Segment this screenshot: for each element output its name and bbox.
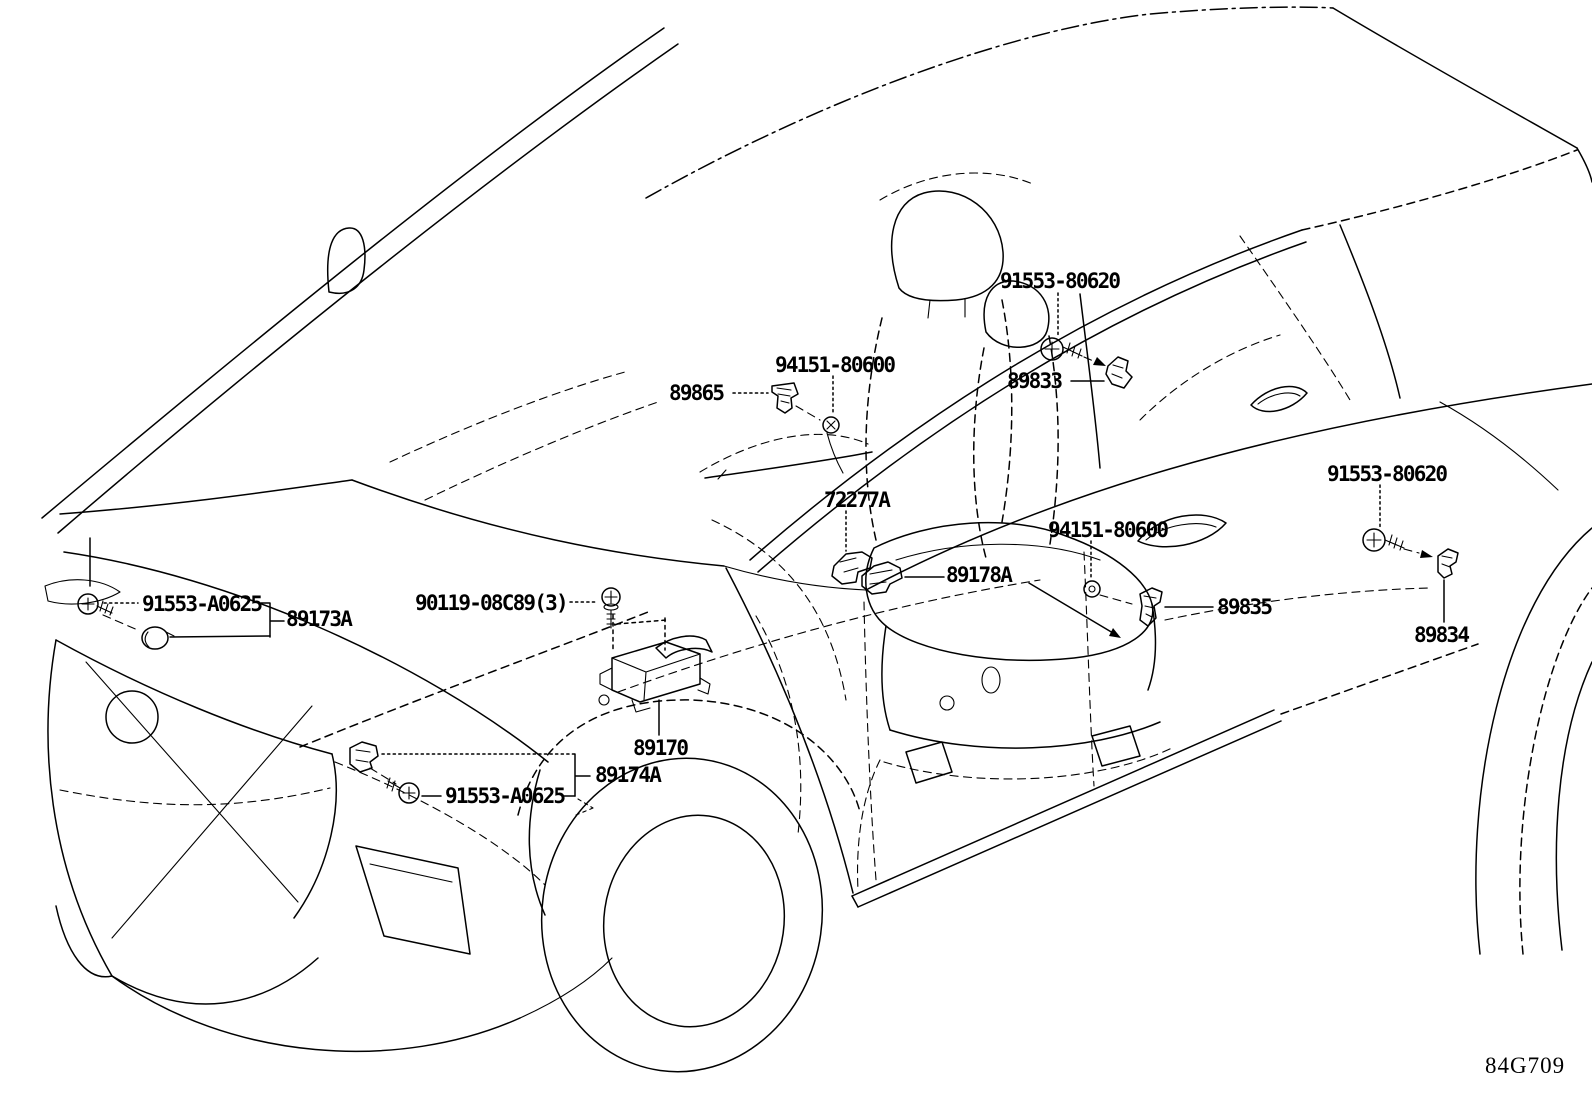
part-label-lower-sensor-89174a: 89174A [595,763,661,787]
part-label-lower-sensor-screw: 91553-A0625 [445,784,565,808]
front-grille [48,640,336,1004]
part-label-curtain-sensor-89833: 89833 [1007,369,1062,393]
vehicle-windshield-a-pillar [42,28,724,566]
part-label-front-pillar-grommet: 94151-80600 [775,353,895,377]
screw-icon-quarter [1363,529,1404,551]
rocker-panel [852,552,1478,907]
crash-sensor-icon-89174a [350,742,378,772]
screw-icon-front-upper [78,594,113,615]
rear-wheel-arch [1440,402,1592,954]
front-wheel [518,700,860,1090]
grommet-icon-center [1084,581,1100,597]
vehicle-hood-fender [45,452,872,893]
part-label-rear-sensor-89834: 89834 [1414,623,1469,647]
part-label-ecu-bolt: 90119-08C89(3) [415,591,567,615]
rear-door-handle [1251,387,1307,412]
driver-headrest [892,191,1003,301]
headlamp [45,580,120,604]
bolt-icon-ecu [602,588,620,628]
seat-lever [982,667,1000,693]
grommet-icon-front [823,417,839,433]
part-label-front-sensor-89173a: 89173A [286,607,352,631]
figure-code: 84G709 [1485,1053,1566,1078]
part-label-airbag-ecu-89170: 89170 [633,736,688,760]
part-label-clip-89865: 89865 [669,381,724,405]
vehicle-roof [646,7,1592,198]
crash-sensor-icon-89173a [142,627,174,649]
curtain-sensor-icon-89833 [1106,357,1132,388]
part-label-quarter-screw: 91553-80620 [1327,462,1447,486]
part-label-center-grommet: 94151-80600 [1048,518,1168,542]
part-labels [142,269,1469,808]
rear-sensor-icon-89834 [1438,549,1458,578]
leader-lines [103,293,1444,815]
screw-icon-front-lower [387,778,419,803]
side-mirror [328,228,365,293]
part-label-side-sensor-89178a: 89178A [946,563,1012,587]
part-label-front-sensor-screw: 91553-A0625 [142,592,262,616]
clip-icon-89865 [772,383,798,413]
part-label-rear-door-sensor-89835: 89835 [1217,595,1272,619]
part-label-roof-side-screw: 91553-80620 [1000,269,1120,293]
fog-lamp-ring [106,691,158,743]
seat-cushion [866,523,1153,661]
part-label-seat-sensor-72277a: 72277A [824,488,890,512]
airbag-ecu-icon-89170 [599,615,712,712]
screw-icon-roof-side [1041,338,1082,360]
